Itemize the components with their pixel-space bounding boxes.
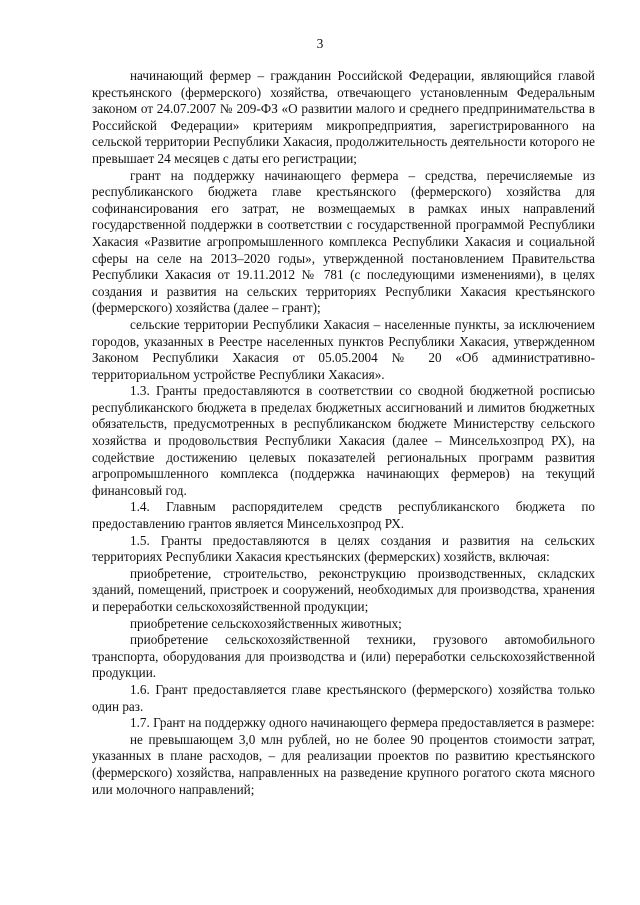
page-number: 3 bbox=[316, 36, 324, 51]
paragraph-1-3: 1.3. Гранты предоставляются в соответствии со сводной бюджетной росписью республиканского бюджета в пределах бюджетных ассигнований и лимитов бюджетных обязательств, предусмотренных в республиканском бюджете Министерству сельского хозяйства и продовольствия Республики Хакасия (далее – Минсельхозпрод РХ), на содействие достижению целевых показателей региональных программ развития агропромышленного комплекса (поддержка начинающих фермеров) на текущий финансовый год. bbox=[92, 383, 595, 498]
document-body bbox=[92, 68, 595, 798]
list-item-animals: приобретение сельскохозяйственных животных; bbox=[130, 615, 402, 631]
paragraph-1-4: 1.4. Главным распорядителем средств республиканского бюджета по предоставлению грантов является Минсельхозпрод РХ. bbox=[92, 499, 595, 532]
list-item-construction: приобретение, строительство, реконструкцию производственных, складских зданий, помещений, пристроек и сооружений, необходимых для производства, хранения и переработки сельскохозяйственной продукции; bbox=[92, 565, 595, 614]
list-item-machinery: приобретение сельскохозяйственной техники, грузового автомобильного транспорта, оборудования для производства и (или) переработки сельскохозяйственной продукции. bbox=[92, 632, 595, 681]
paragraph-definition-rural-territories: сельские территории Республики Хакасия – населенные пункты, за исключением городов, указанных в Реестре населенных пунктов Республики Хакасия, утвержденном Законом Республики Хакасия от 05.05.2004 № 20 «Об административно-территориальном устройстве Республики Хакасия». bbox=[92, 316, 595, 382]
paragraph-1-7: 1.7. Грант на поддержку одного начинающего фермера предоставляется в размере: bbox=[130, 715, 595, 731]
paragraph-1-6: 1.6. Грант предоставляется главе крестьянского (фермерского) хозяйства только один раз. bbox=[92, 681, 595, 714]
paragraph-definition-beginning-farmer: начинающий фермер – гражданин Российской Федерации, являющийся главой крестьянского (фермерского) хозяйства, отвечающего установленным Федеральным законом от 24.07.2007 № 209-ФЗ «О развитии малого и среднего предпринимательства в Российской Федерации» критериям микропредприятия, зарегистрированного на сельской территории Республики Хакасия, продолжительность деятельности которого не превышает 24 месяцев с даты его регистрации; bbox=[92, 68, 595, 166]
paragraph-1-5: 1.5. Гранты предоставляются в целях создания и развития на сельских территориях Республики Хакасия крестьянских (фермерских) хозяйств, включая: bbox=[92, 532, 595, 565]
list-item-grant-amount: не превышающем 3,0 млн рублей, но не более 90 процентов стоимости затрат, указанных в плане расходов, – для реализации проектов по развитию крестьянского (фермерского) хозяйства, направленных на разведение крупного рогатого скота мясного или молочного направлений; bbox=[92, 731, 595, 797]
paragraph-definition-grant: грант на поддержку начинающего фермера – средства, перечисляемые из республиканского бюджета главе крестьянского (фермерского) хозяйства для софинансирования его затрат, не возмещаемых в рамках иных направлений государственной поддержки в соответствии с государственной программой Республики Хакасия «Развитие агропромышленного комплекса Республики Хакасия и социальной сферы на селе на 2013–2020 годы», утвержденной постановлением Правительства Республики Хакасия от 19.11.2012 № 781 (с последующими изменениями), в целях создания и развития на сельских территориях Республики Хакасия крестьянского (фермерского) хозяйства (далее – грант); bbox=[92, 167, 595, 316]
